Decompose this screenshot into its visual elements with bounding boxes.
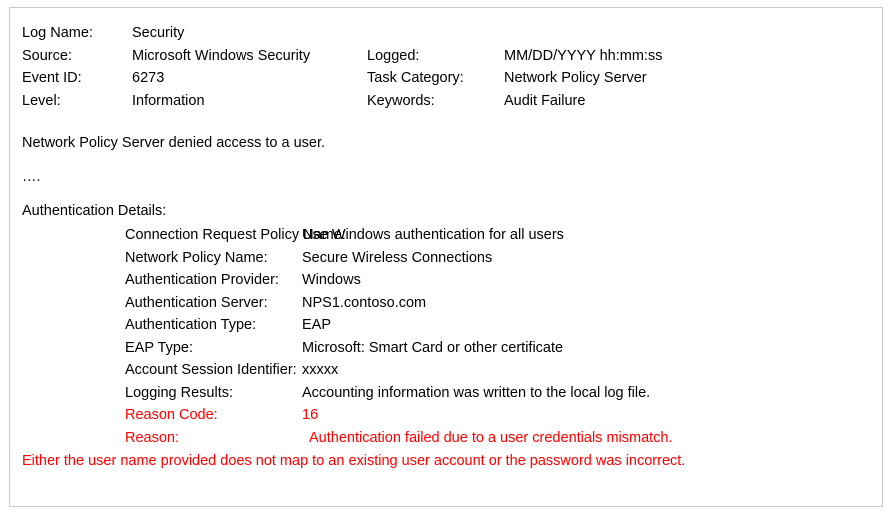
logged-value: MM/DD/YYYY hh:mm:ss (504, 47, 663, 64)
detail-label: Authentication Provider: (125, 272, 279, 288)
authentication-details-list (22, 224, 870, 449)
authentication-details-title: Authentication Details: (22, 203, 167, 219)
detail-row (22, 337, 870, 360)
header-row (22, 90, 870, 113)
reason-label: Reason: (125, 429, 180, 446)
level-value: Information (132, 92, 205, 109)
header-row (22, 45, 870, 68)
detail-value: Use Windows authentication for all users (302, 227, 564, 243)
header-row (22, 67, 870, 90)
reason-code-value: 16 (302, 407, 319, 423)
detail-value: xxxxx (302, 362, 339, 378)
task-category-value: Network Policy Server (504, 70, 647, 86)
detail-value: Windows (302, 272, 361, 288)
log-name-label: Log Name: (22, 25, 93, 41)
level-label: Level: (22, 92, 61, 109)
detail-label: Authentication Server: (125, 294, 268, 311)
detail-row (22, 382, 870, 405)
detail-value: Accounting information was written to the local log file. (302, 384, 651, 401)
ellipsis-text: …. (22, 169, 41, 185)
detail-row (22, 269, 870, 292)
detail-row (22, 247, 870, 270)
keywords-value: Audit Failure (504, 92, 586, 109)
detail-label: Connection Request Policy Name: (125, 227, 346, 243)
spacer (22, 112, 870, 132)
event-id-label: Event ID: (22, 70, 82, 86)
event-id-value: 6273 (132, 70, 165, 86)
detail-label: Authentication Type: (125, 317, 257, 333)
spacer (22, 154, 870, 166)
event-header-fields (22, 22, 870, 112)
detail-value: NPS1.contoso.com (302, 294, 427, 311)
logged-label: Logged: (367, 47, 420, 64)
detail-label: Logging Results: (125, 384, 234, 401)
detail-label: EAP Type: (125, 339, 193, 356)
detail-row (22, 359, 870, 382)
reason-value: Authentication failed due to a user credentials mismatch. (309, 429, 673, 446)
event-log-card (9, 7, 883, 507)
source-label: Source: (22, 47, 72, 64)
detail-value: Secure Wireless Connections (302, 249, 493, 266)
keywords-label: Keywords: (367, 92, 435, 109)
source-value: Microsoft Windows Security (132, 47, 311, 64)
detail-label: Network Policy Name: (125, 249, 268, 266)
detail-row (22, 314, 870, 337)
detail-row (22, 427, 870, 450)
detail-value: EAP (302, 317, 332, 333)
detail-row (22, 292, 870, 315)
detail-row (22, 404, 870, 427)
event-description: Network Policy Server denied access to a user. (22, 135, 326, 151)
failure-explanation-note: Either the user name provided does not map to an existing user account or the password was incorrect. (22, 453, 686, 469)
detail-value: Microsoft: Smart Card or other certificate (302, 339, 564, 356)
detail-label: Account Session Identifier: (125, 362, 297, 378)
detail-row (22, 224, 870, 247)
task-category-label: Task Category: (367, 70, 464, 86)
spacer (22, 188, 870, 200)
reason-code-label: Reason Code: (125, 407, 218, 423)
log-name-value: Security (132, 25, 185, 41)
header-row (22, 22, 870, 45)
